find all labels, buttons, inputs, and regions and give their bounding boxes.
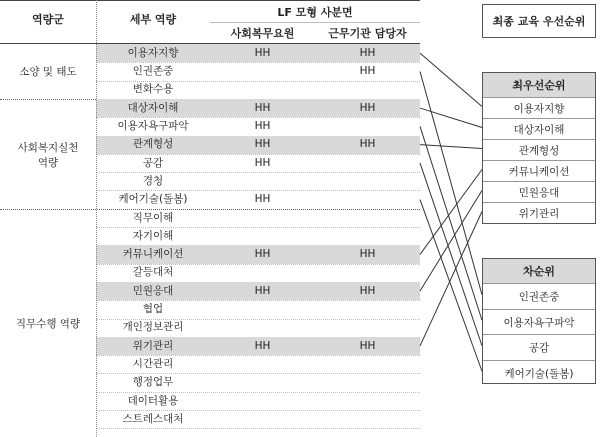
manager-value: HH [359, 101, 376, 114]
competency-name: 위기관리 [132, 339, 174, 352]
manager-value: HH [359, 65, 376, 78]
top-priority-item: 대상자이해 [483, 118, 595, 140]
connector-line [420, 126, 482, 320]
manager-value: HH [359, 138, 376, 151]
competency-name: 대상자이해 [127, 101, 179, 114]
group-label-job: 직무수행 역량 [15, 317, 81, 330]
competency-name: 시간관리 [132, 357, 174, 370]
second-priority-item: 이용자욕구파악 [483, 309, 595, 336]
top-priority-item: 이용자지향 [483, 97, 595, 119]
manager-value: HH [359, 339, 376, 352]
top-priority-item: 위기관리 [483, 202, 595, 224]
second-priority-item: 공감 [483, 334, 595, 361]
second-priority-label: 차순위 [483, 259, 595, 283]
competency-name: 개인정보관리 [122, 321, 184, 334]
manager-value: HH [359, 284, 376, 297]
connector-line [420, 53, 482, 106]
header-manager: 근무기관 담당자 [328, 26, 407, 40]
priority-title: 최종 교육 우선순위 [492, 14, 586, 28]
competency-name: 케어기술(돌봄) [118, 193, 188, 206]
competency-name: 자기이해 [132, 229, 174, 242]
worker-value: HH [254, 101, 271, 114]
competency-name: 인권존중 [132, 65, 174, 78]
connector-line [420, 212, 482, 346]
competency-name: 직무이해 [132, 211, 174, 224]
competency-name: 행정업무 [132, 376, 174, 389]
worker-value: HH [254, 248, 271, 261]
competency-name: 협업 [142, 303, 164, 316]
connector-line [420, 191, 482, 292]
header-lf-model: LF 모형 사분면 [277, 5, 353, 19]
connector-line [420, 200, 482, 372]
competency-name: 데이터활용 [127, 394, 179, 407]
competency-name: 공감 [142, 156, 164, 169]
connector-line [420, 108, 482, 127]
competency-name: 이용자욕구파악 [117, 120, 189, 133]
worker-value: HH [254, 339, 271, 352]
competency-name: 민원응대 [132, 284, 174, 297]
competency-name: 관계형성 [132, 138, 174, 151]
top-priority-item: 민원응대 [483, 181, 595, 203]
connector-line [420, 145, 482, 149]
worker-value: HH [254, 120, 271, 133]
connector-line [420, 71, 482, 294]
competency-name: 경청 [142, 174, 164, 187]
worker-value: HH [254, 46, 271, 59]
worker-value: HH [254, 156, 271, 169]
top-priority-label: 최우선순위 [483, 73, 595, 97]
worker-value: HH [254, 193, 271, 206]
second-priority-item: 인권존중 [483, 283, 595, 310]
header-detail-competency: 세부 역량 [129, 12, 177, 26]
competency-name: 갈등대처 [132, 266, 174, 279]
competency-name: 이용자지향 [127, 46, 179, 59]
manager-value: HH [359, 46, 376, 59]
top-priority-item: 커뮤니케이션 [483, 160, 595, 182]
worker-value: HH [254, 138, 271, 151]
header-competency-group: 역량군 [32, 12, 64, 26]
competency-name: 스트레스대처 [122, 412, 184, 425]
competency-name: 변화수용 [132, 83, 174, 96]
manager-value: HH [359, 248, 376, 261]
worker-value: HH [254, 284, 271, 297]
group-label-social-work-text: 사회복지실천 역량 [17, 141, 79, 169]
connector-line [420, 163, 482, 346]
header-worker: 사회복무요원 [230, 26, 295, 40]
competency-name: 커뮤니케이션 [122, 248, 184, 261]
top-priority-item: 관계형성 [483, 139, 595, 161]
group-label-attitude: 소양 및 태도 [19, 66, 77, 79]
second-priority-item: 케어기술(돌봄) [483, 360, 595, 387]
